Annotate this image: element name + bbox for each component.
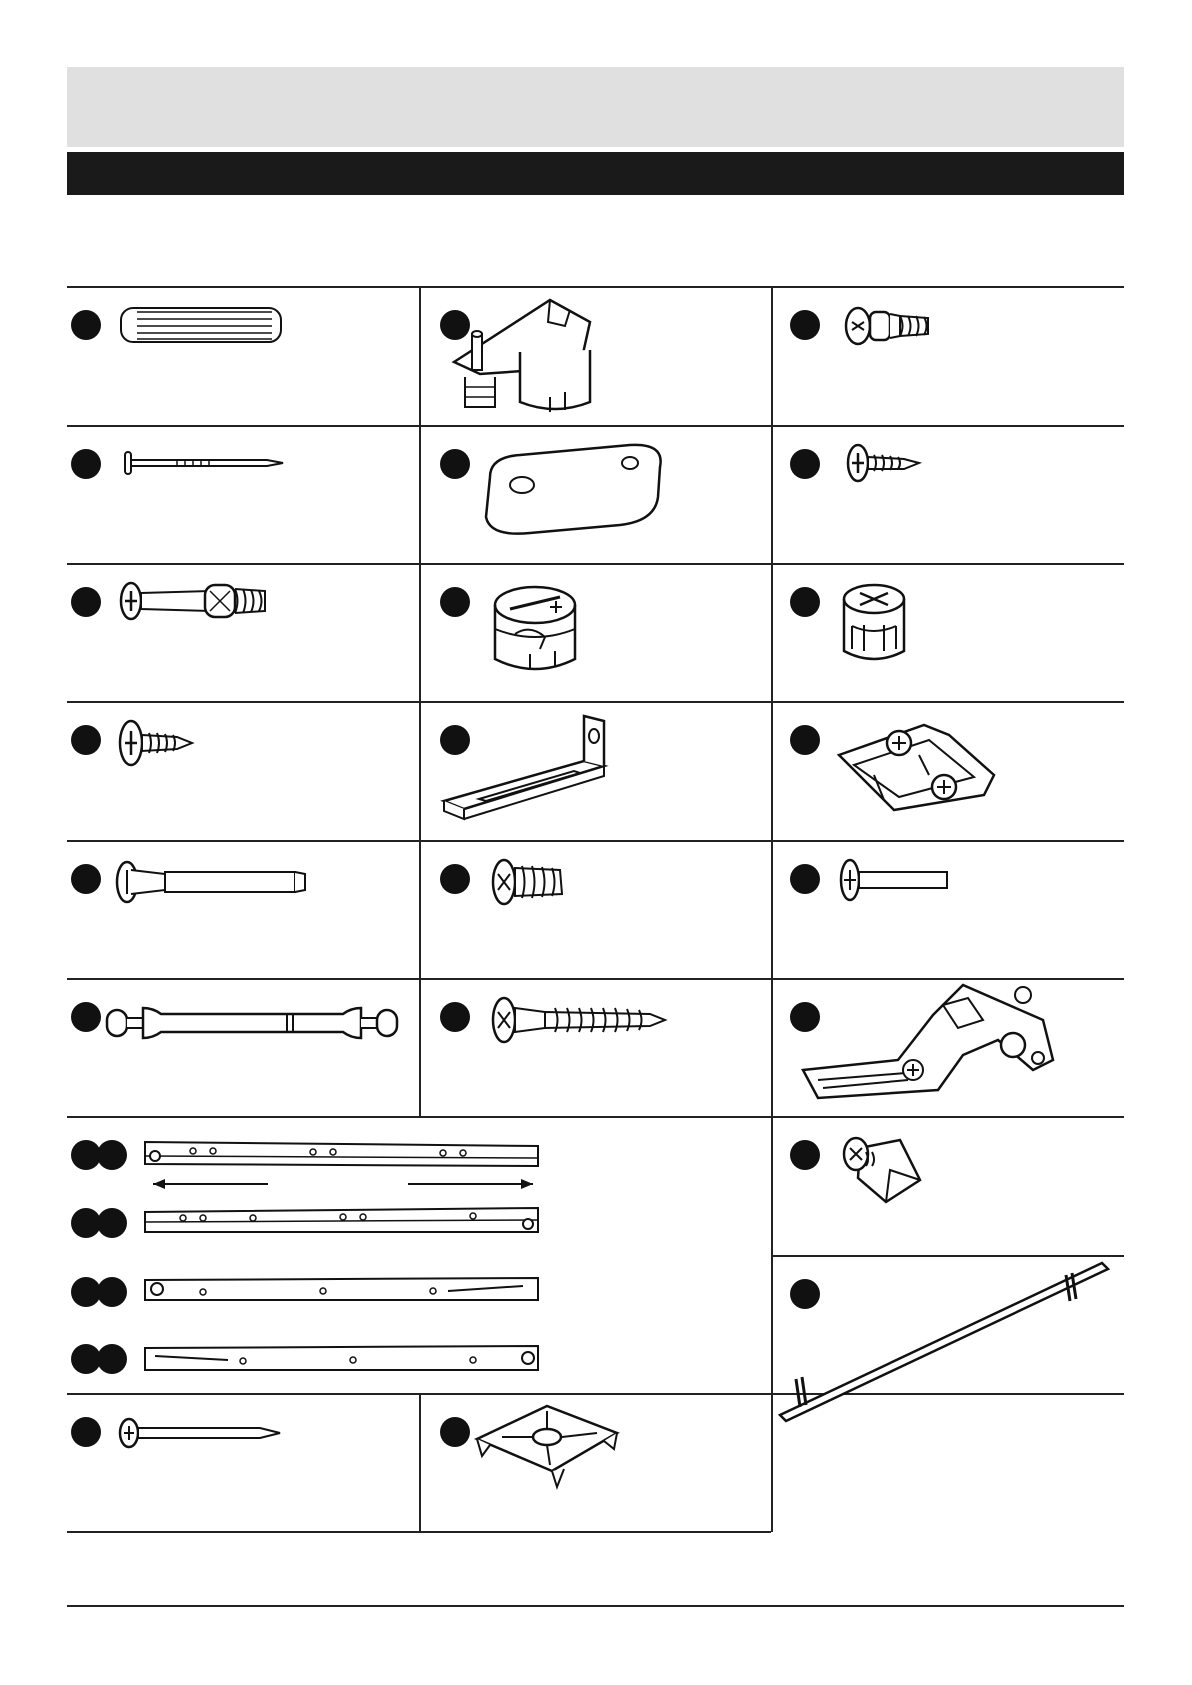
wooden-dowel-icon — [117, 300, 337, 350]
hardware-cell-16 — [67, 978, 419, 1116]
rod-support-bracket-icon — [480, 437, 670, 547]
hardware-cell-14 — [420, 840, 771, 978]
hardware-cell-10 — [67, 701, 419, 840]
part-number-badge — [790, 310, 820, 340]
part-number-badge — [71, 725, 101, 755]
part-number-badge — [71, 864, 101, 894]
part-number-badge — [790, 864, 820, 894]
part-number-badge — [440, 1002, 470, 1032]
double-cam-dowel-icon — [103, 998, 403, 1048]
hardware-cell-12 — [772, 701, 1124, 840]
concealed-hinge-icon — [798, 980, 1098, 1110]
part-number-badge — [71, 587, 101, 617]
euro-screw-short-icon — [490, 856, 590, 916]
truss-head-screw-icon — [117, 717, 217, 777]
cam-bolt-icon — [115, 573, 285, 633]
machine-screw-icon — [838, 856, 968, 906]
part-number-badge — [790, 1140, 820, 1170]
hardware-cell-1 — [67, 286, 419, 425]
short-wood-screw-icon — [844, 441, 954, 491]
hardware-cell-6 — [772, 425, 1124, 563]
hardware-cell-21 — [772, 1255, 1124, 1393]
euro-screw-icon — [842, 302, 952, 352]
hardware-cell-15 — [772, 840, 1124, 978]
part-number-badge — [790, 587, 820, 617]
section-title-bar — [67, 152, 1124, 195]
part-number-badge — [790, 725, 820, 755]
cam-lock-icon — [490, 579, 590, 689]
hardware-cell-13 — [67, 840, 419, 978]
part-number-badge — [440, 1417, 470, 1447]
bar-handle-icon — [776, 1255, 1116, 1425]
hardware-cell-11 — [420, 701, 771, 840]
long-wood-screw-icon — [490, 994, 680, 1054]
part-number-badge — [790, 449, 820, 479]
part-number-badge — [71, 310, 101, 340]
nail-icon — [117, 449, 297, 479]
hardware-cell-22 — [67, 1393, 419, 1531]
part-number-badge — [97, 1140, 127, 1170]
long-machine-screw-icon — [115, 1413, 295, 1453]
hardware-cell-9 — [772, 563, 1124, 701]
part-number-badge — [97, 1277, 127, 1307]
part-number-badge — [71, 449, 101, 479]
cam-lock-nut-icon — [838, 581, 918, 671]
part-number-badge — [440, 449, 470, 479]
footer-divider — [67, 1605, 1124, 1607]
hardware-cell-3 — [772, 286, 1124, 425]
drawer-slides-icon — [143, 1136, 543, 1376]
part-number-badge — [440, 864, 470, 894]
header-band — [67, 67, 1124, 147]
hardware-cell-17 — [420, 978, 771, 1116]
hardware-cell-5 — [420, 425, 771, 563]
hardware-cell-19 — [67, 1116, 771, 1393]
shelf-support-clip-icon — [440, 292, 620, 422]
hardware-cell-4 — [67, 425, 419, 563]
hardware-cell-23 — [420, 1393, 771, 1531]
part-number-badge — [71, 1002, 101, 1032]
part-number-badge — [97, 1208, 127, 1238]
hardware-cell-20 — [772, 1116, 1124, 1255]
hardware-cell-8 — [420, 563, 771, 701]
hardware-cell-2 — [420, 286, 771, 425]
part-number-badge — [97, 1344, 127, 1374]
connector-bolt-icon — [115, 858, 335, 908]
part-number-badge — [440, 587, 470, 617]
hardware-cell-18 — [772, 978, 1124, 1116]
corner-block-with-screw-icon — [838, 1130, 928, 1210]
l-bracket-icon — [434, 711, 634, 836]
anchor-plate-icon — [472, 1401, 622, 1491]
hinge-mounting-plate-icon — [834, 715, 1004, 825]
hardware-cell-7 — [67, 563, 419, 701]
part-number-badge — [71, 1417, 101, 1447]
